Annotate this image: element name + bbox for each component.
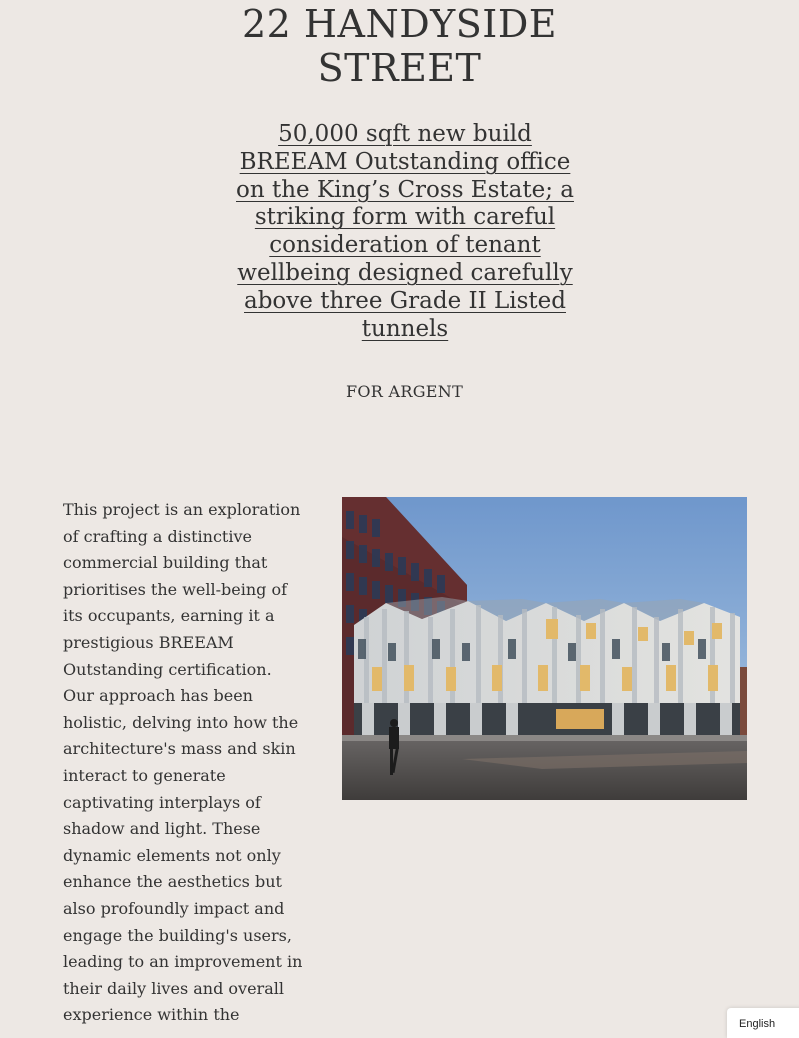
project-subtitle <box>225 121 585 343</box>
building-photo <box>342 497 747 800</box>
project-description: This project is an exploration of crafting a distinctive commercial building that prioritises the well-being of its occupants, earning it a prestigious BREEAM Outstanding certification. Our approach has been holistic, delving into how the architecture's mass and skin interact to generate captivating interplays of shadow and light. These dynamic elements not only enhance the aesthetics but also profoundly impact and engage the building's users, leading to an improvement in their daily lives and overall experience within the <box>63 500 303 1025</box>
language-selector-button[interactable]: English <box>727 1008 799 1038</box>
project-title-line-1: 22 HANDYSIDE <box>241 2 558 46</box>
project-title <box>0 2 799 90</box>
project-title-line-2: STREET <box>317 46 482 90</box>
client-label: FOR ARGENT <box>345 382 464 401</box>
project-subtitle-link[interactable]: 50,000 sqft new build BREEAM Outstanding office on the King’s Cross Estate; a striking form with careful consideration of tenant wellbeing designed carefully above three Grade II Listed tunnels <box>236 121 574 342</box>
